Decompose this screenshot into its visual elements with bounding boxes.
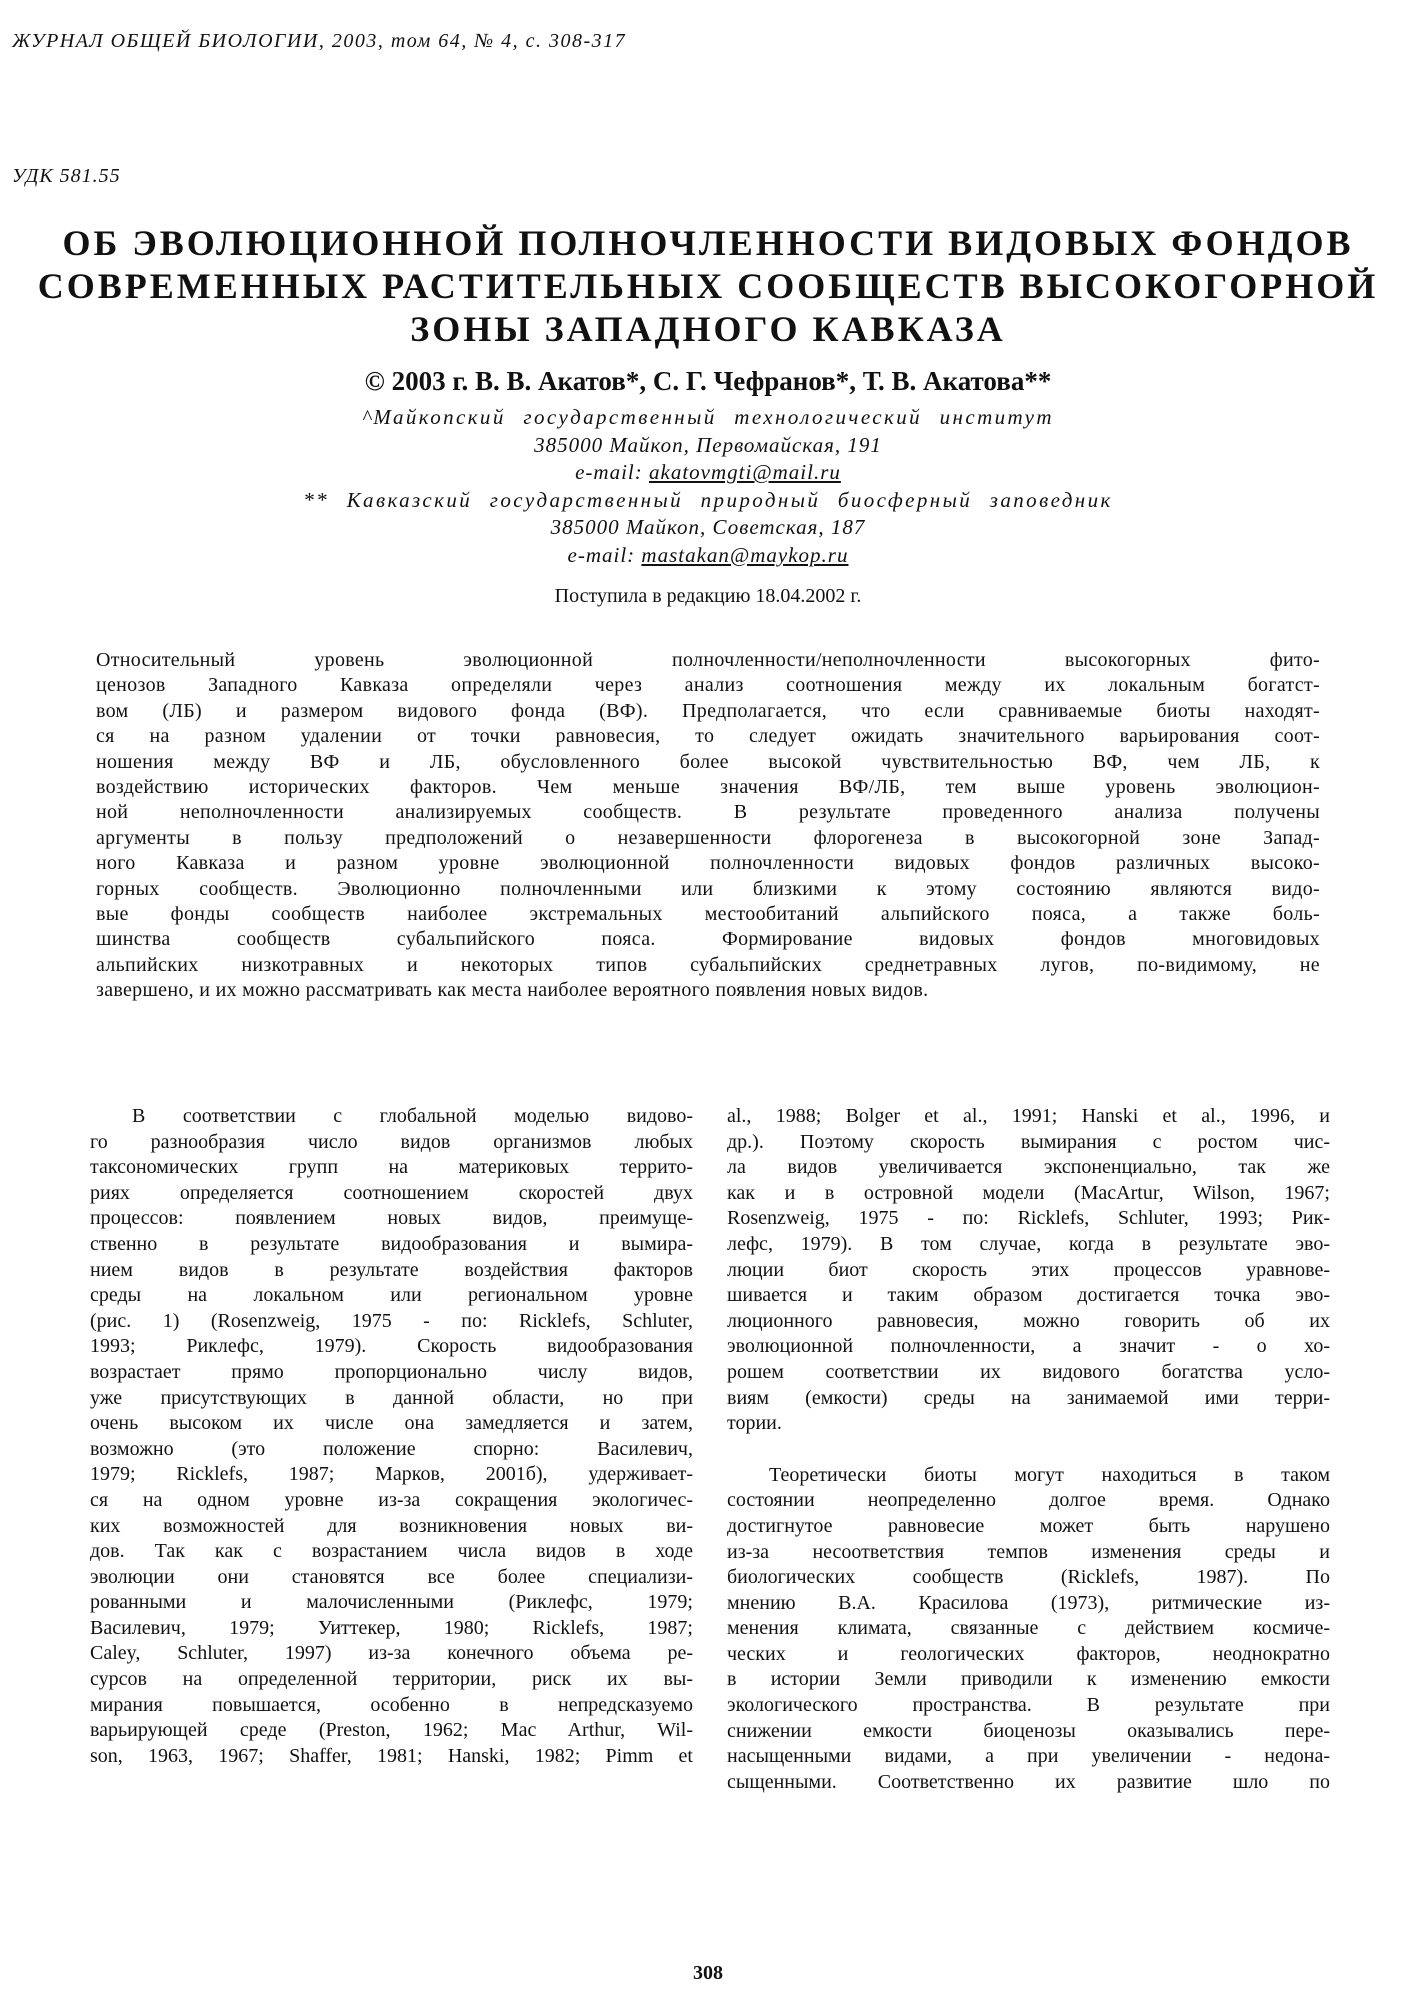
affiliation-1-name: ^Майкопский государственный технологический институт — [362, 405, 1054, 429]
affiliation-1-email-line — [0, 459, 1416, 487]
affiliations — [0, 404, 1416, 569]
text-line: son, 1963, 1967; Shaffer, 1981; Hanski, 1982; Pimm et — [90, 1744, 693, 1767]
body-right-column — [727, 1104, 1330, 1795]
title-line: ОБ ЭВОЛЮЦИОННОЙ ПОЛНОЧЛЕННОСТИ ВИДОВЫХ ФОНДОВ — [62, 223, 1354, 263]
text-line: очень высоком их числе она замедляется и затем, — [90, 1412, 693, 1435]
title-line: СОВРЕМЕННЫХ РАСТИТЕЛЬНЫХ СООБЩЕСТВ ВЫСОКОГОРНОЙ — [37, 266, 1379, 306]
text-line: аргументы в пользу предположений о незавершенности флорогенеза в высокогорной зоне Запад- — [96, 826, 1320, 849]
udk-code: УДК 581.55 — [12, 165, 121, 187]
affiliation-2-address: 385000 Майкоп, Советская, 187 — [550, 515, 866, 539]
email-prefix: e-mail: — [575, 460, 649, 484]
text-line: биологических сообществ (Ricklefs, 1987). По — [727, 1566, 1330, 1589]
body-left-column — [90, 1104, 693, 1769]
abstract — [96, 648, 1320, 1003]
text-line: др.). Поэтому скорость вымирания с ростом чис- — [727, 1130, 1330, 1153]
text-line: люционного равновесия, можно говорить об их — [727, 1309, 1330, 1332]
text-line: экологического пространства. В результате при — [727, 1694, 1330, 1717]
email-prefix: e-mail: — [567, 542, 642, 567]
text-line: достигнутое равновесие может быть нарушено — [727, 1514, 1330, 1537]
text-line: горных сообществ. Эволюционно полночленными или близкими к этому состоянию являются видо- — [96, 877, 1320, 900]
text-line: Caley, Schluter, 1997) из-за конечного объема ре- — [90, 1642, 693, 1665]
text-line: насыщенными видами, а при увеличении - недона- — [727, 1745, 1330, 1768]
text-line: среды на локальном или региональном уровне — [90, 1284, 693, 1307]
text-line: мнению В.А. Красилова (1973), ритмические из- — [727, 1591, 1330, 1614]
text-line: как и в островной модели (MacArtur, Wilson, 1967; — [727, 1181, 1330, 1204]
affiliation-2-email-link[interactable]: mastakan@maykop.ru — [641, 542, 849, 567]
text-line: сурсов на определенной территории, риск их вы- — [90, 1668, 693, 1691]
text-line: ческих и геологических факторов, неоднократно — [727, 1642, 1330, 1665]
text-line: 1993; Риклефс, 1979). Скорость видообразования — [90, 1335, 693, 1358]
text-line: люции биот скорость этих процессов уравнове- — [727, 1258, 1330, 1281]
text-line: ношения между ВФ и ЛБ, обусловленного более высокой чувствительностью ВФ, чем ЛБ, к — [96, 750, 1320, 773]
text-line: ценозов Западного Кавказа определяли через анализ соотношения между их локальным богатст- — [96, 674, 1320, 697]
text-line: сыщенными. Соответственно их развитие шло по — [727, 1770, 1330, 1793]
text-line: ного Кавказа и разном уровне эволюционной полночленности видовых фондов различных высоко- — [96, 852, 1320, 875]
page-number: 308 — [693, 1962, 723, 1984]
text-line: лефс, 1979). В том случае, когда в результате эво- — [727, 1232, 1330, 1255]
text-line: шивается и таким образом достигается точка эво- — [727, 1284, 1330, 1307]
text-line: дов. Так как с возрастанием числа видов в ходе — [90, 1540, 693, 1563]
article-title — [20, 222, 1396, 351]
authors: © 2003 г. В. В. Акатов*, С. Г. Чефранов*, Т. В. Акатова** — [364, 366, 1052, 396]
text-line: процессов: появлением новых видов, преимуще- — [90, 1207, 693, 1230]
text-line: мирания повышается, особенно в непредсказуемо — [90, 1693, 693, 1716]
text-line: (рис. 1) (Rosenzweig, 1975 - по: Ricklefs, Schluter, — [90, 1309, 693, 1332]
text-line: го разнообразия число видов организмов любых — [90, 1130, 693, 1153]
text-line: завершено, и их можно рассматривать как места наиболее вероятного появления новых видов. — [96, 979, 929, 1002]
journal-header: ЖУРНАЛ ОБЩЕЙ БИОЛОГИИ, 2003, том 64, № 4, с. 308-317 — [12, 30, 627, 52]
text-line: снижении емкости биоценозы оказывались пере- — [727, 1719, 1330, 1742]
text-line: воздействию исторических факторов. Чем меньше значения ВФ/ЛБ, тем выше уровень эволюцион- — [96, 775, 1320, 798]
text-line: из-за несоответствия темпов изменения среды и — [727, 1540, 1330, 1563]
text-line: ся на одном уровне из-за сокращения экологичес- — [90, 1488, 693, 1511]
text-line: виям (емкости) среды на занимаемой ими терри- — [727, 1386, 1330, 1409]
text-line: в истории Земли приводили к изменению емкости — [727, 1668, 1330, 1691]
text-line: Теоретически биоты могут находиться в таком — [769, 1463, 1330, 1486]
text-line: рошем соответствии их видового богатства усло- — [727, 1360, 1330, 1383]
received-date: Поступила в редакцию 18.04.2002 г. — [554, 585, 862, 607]
text-line: эволюции они становятся все более специализи- — [90, 1565, 693, 1588]
text-line: Относительный уровень эволюционной полночленности/неполночленности высокогорных фито- — [96, 649, 1320, 671]
text-line: возрастает прямо пропорционально числу видов, — [90, 1360, 693, 1383]
text-line: al., 1988; Bolger et al., 1991; Hanski et al., 1996, и — [727, 1105, 1330, 1127]
text-line: рованными и малочисленными (Риклефс, 1979; — [90, 1591, 693, 1614]
text-line: вые фонды сообществ наиболее экстремальных местообитаний альпийского пояса, а также боль- — [96, 902, 1320, 925]
text-line: альпийских низкотравных и некоторых типов субальпийских среднетравных лугов, по-видимому, не — [96, 953, 1320, 976]
text-line: нием видов в результате воздействия факторов — [90, 1258, 693, 1281]
affiliation-1-email-link[interactable]: akatovmgti@mail.ru — [649, 460, 841, 484]
paragraph-gap — [727, 1437, 1330, 1463]
text-line: состоянии неопределенно долгое время. Однако — [727, 1489, 1330, 1512]
affiliation-2-email-line — [0, 542, 1416, 570]
text-line: шинства сообществ субальпийского пояса. Формирование видовых фондов многовидовых — [96, 928, 1320, 951]
text-line: ких возможностей для возникновения новых ви- — [90, 1514, 693, 1537]
text-line: Василевич, 1979; Уиттекер, 1980; Ricklefs, 1987; — [90, 1616, 693, 1639]
text-line: 1979; Ricklefs, 1987; Марков, 2001б), удерживает- — [90, 1463, 693, 1486]
affiliation-2-name: ** Кавказский государственный природный биосферный заповедник — [303, 487, 1113, 512]
text-line: ла видов увеличивается экспоненциально, так же — [727, 1156, 1330, 1179]
text-line: ной неполночленности анализируемых сообществ. В результате проведенного анализа получены — [96, 801, 1320, 824]
text-line: риях определяется соотношением скоростей двух — [90, 1181, 693, 1204]
text-line: эволюционной полночленности, а значит - о хо- — [727, 1335, 1330, 1358]
text-line: таксономических групп на материковых террито- — [90, 1156, 693, 1179]
text-line: тории. — [727, 1412, 782, 1435]
text-line: В соответствии с глобальной моделью видово- — [132, 1105, 693, 1127]
text-line: уже присутствующих в данной области, но при — [90, 1386, 693, 1409]
title-line: ЗОНЫ ЗАПАДНОГО КАВКАЗА — [410, 309, 1006, 349]
text-line: ся на разном удалении от точки равновесия, то следует ожидать значительного варьирования соот- — [96, 725, 1320, 748]
text-line: ственно в результате видообразования и вымира- — [90, 1232, 693, 1255]
text-line: Rosenzweig, 1975 - по: Ricklefs, Schluter, 1993; Рик- — [727, 1207, 1330, 1230]
text-line: возможно (это положение спорно: Василевич, — [90, 1437, 693, 1460]
text-line: варьирующей среде (Preston, 1962; Mac Arthur, Wil- — [90, 1719, 693, 1742]
text-line: менения климата, связанные с действием космиче- — [727, 1617, 1330, 1640]
text-line: вом (ЛБ) и размером видового фонда (ВФ). Предполагается, что если сравниваемые биоты находят- — [96, 699, 1320, 722]
affiliation-1-address: 385000 Майкоп, Первомайская, 191 — [534, 432, 882, 457]
